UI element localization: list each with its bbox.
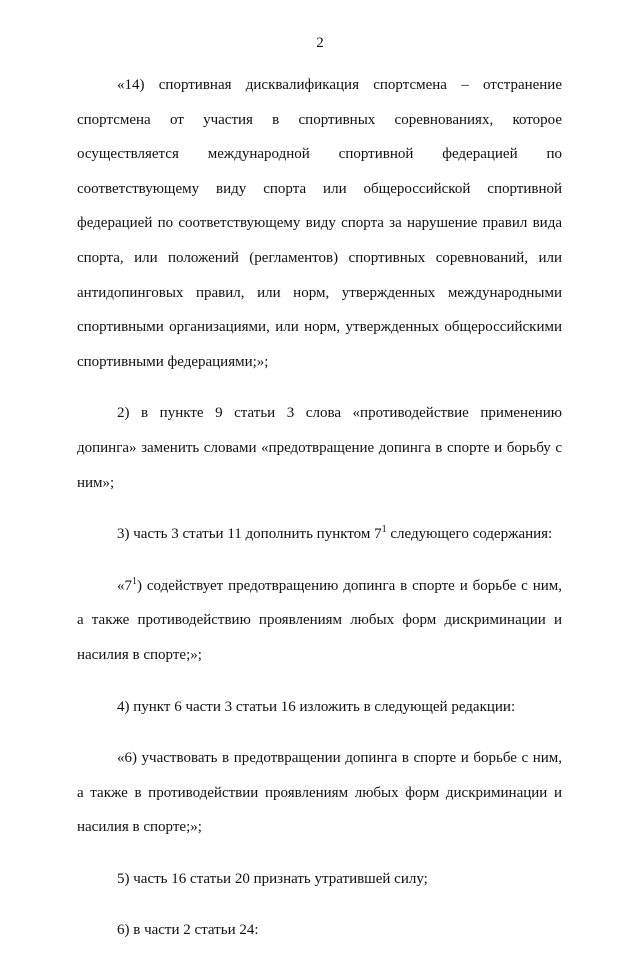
- paragraph-text: 4) пункт 6 части 3 статьи 16 изложить в следующей редакции:: [117, 698, 516, 715]
- paragraph-item-4-article-16: [77, 690, 562, 725]
- paragraph-item-2-article-3: [77, 396, 562, 500]
- paragraph-text-before: «7: [117, 577, 132, 594]
- paragraph-text: 6) в части 2 статьи 24:: [117, 922, 259, 939]
- document-body: [77, 68, 562, 965]
- paragraph-item-5-article-20: [77, 862, 562, 897]
- paragraph-text-after: следующего содержания:: [386, 526, 553, 543]
- superscript: 1: [381, 524, 387, 536]
- paragraph-item-6-article-24: [77, 913, 562, 948]
- paragraph-text: «6) участвовать в предотвращении допинга в спорте и борьбе с ним, а также в противодействии проявлениям любых форм дискриминации и насилия в спорте;»;: [77, 750, 562, 836]
- paragraph-text: «14) спортивная дисквалификация спортсмена – отстранение спортсмена от участия в спортивных соревнованиях, которое осуществляется международной спортивной федерацией по соответствующему виду спорта или общероссийской спортивной федерацией по соответствующему виду спорта за нарушение правил вида спорта, или положений (регламентов) спортивных соревнований, или антидопинговых правил, или норм, утвержденных международными спортивными организациями, или норм, утвержденных общероссийскими спортивными федерациями;»;: [77, 77, 562, 370]
- paragraph-item-6-content: [77, 741, 562, 845]
- superscript: 1: [132, 575, 137, 587]
- page-number: 2: [316, 35, 324, 51]
- paragraph-text-before: 3) часть 3 статьи 11 дополнить пунктом 7: [117, 526, 382, 543]
- paragraph-sport-disqualification-definition: [77, 68, 562, 379]
- paragraph-text-after: ) содействует предотвращению допинга в спорте и борьбе с ним, а также противодействию проявлениям любых форм дискриминации и насилия в спорте;»;: [77, 577, 562, 663]
- paragraph-text: 5) часть 16 статьи 20 признать утратившей силу;: [117, 870, 428, 887]
- paragraph-item-7-1-content: [77, 569, 562, 673]
- paragraph-item-3-article-11: [77, 517, 562, 552]
- paragraph-text: 2) в пункте 9 статьи 3 слова «противодействие применению допинга» заменить словами «предотвращение допинга в спорте и борьбу с ним»;: [77, 405, 562, 491]
